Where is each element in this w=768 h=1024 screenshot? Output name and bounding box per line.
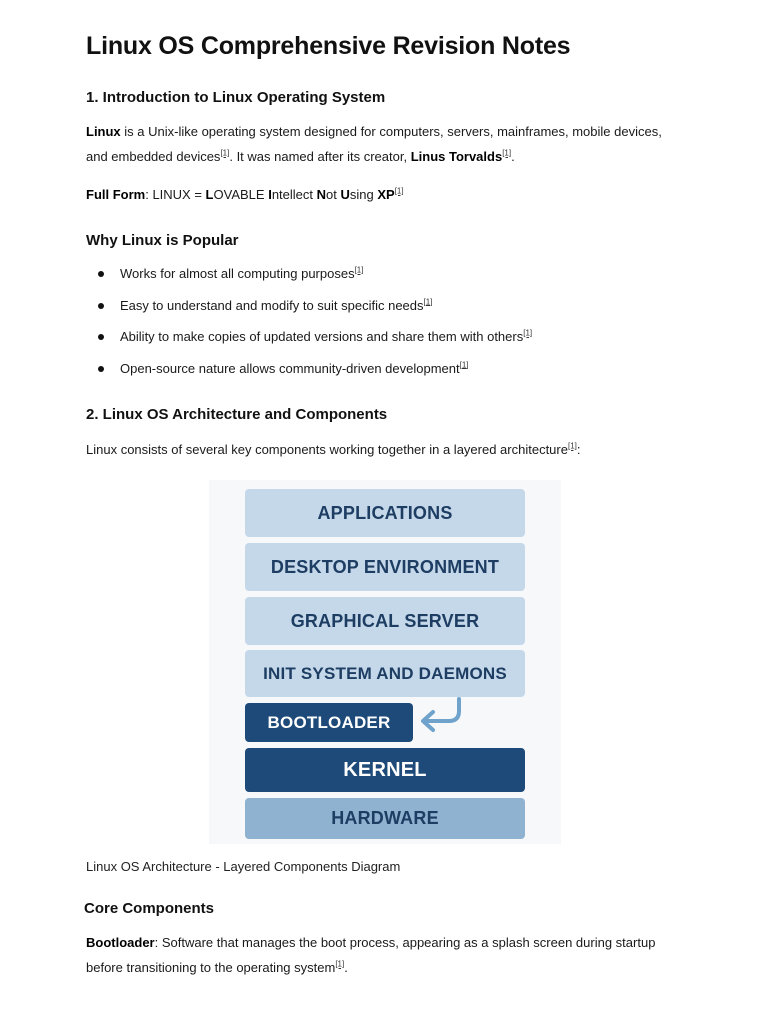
list-item-text: Ability to make copies of updated versions and share them with others	[120, 329, 524, 344]
layer-bootloader	[245, 703, 413, 742]
full-form-word: ntellect	[271, 187, 317, 202]
bootloader-paragraph	[86, 930, 686, 980]
core-components-heading: Core Components	[84, 900, 215, 917]
full-form-label: Full Form	[86, 187, 146, 202]
section-1-heading: 1. Introduction to Linux Operating System	[86, 89, 386, 106]
layer-hardware	[245, 798, 525, 839]
list-item	[86, 294, 686, 326]
layer-label: DESKTOP ENVIRONMENT	[270, 556, 500, 577]
linux-intro-paragraph	[86, 119, 686, 169]
layer-desktop-environment	[245, 543, 525, 591]
bootloader-text: : Software that manages the boot process, appearing as a splash screen during startup before transitioning to the operating system	[86, 935, 656, 975]
term-linux: Linux	[86, 124, 121, 139]
list-item	[86, 357, 686, 389]
full-form-paragraph	[86, 182, 686, 207]
section-2-heading: 2. Linux OS Architecture and Components	[86, 406, 388, 423]
creator-name: Linus Torvalds	[410, 149, 503, 164]
citation-link[interactable]: [1]	[423, 297, 433, 307]
diagram-caption: Linux OS Architecture - Layered Components Diagram	[86, 859, 401, 874]
citation-link[interactable]: [1]	[523, 328, 533, 338]
citation-link[interactable]: [1]	[220, 148, 230, 158]
list-item-text: Open-source nature allows community-driven development	[120, 360, 460, 376]
bullet-icon	[98, 303, 104, 309]
architecture-intro-text: Linux consists of several key components working together in a layered architecture	[86, 442, 568, 457]
layer-label: BOOTLOADER	[267, 712, 391, 732]
bootloader-end: .	[344, 960, 348, 975]
list-item-text: Easy to understand and modify to suit specific needs	[120, 297, 424, 313]
page-title: Linux OS Comprehensive Revision Notes	[86, 32, 571, 60]
full-form-word: ot	[326, 187, 341, 202]
popular-reasons-list	[86, 262, 686, 388]
full-form-word: sing	[349, 187, 378, 202]
layer-init-system	[245, 650, 525, 697]
citation-link[interactable]: [1]	[502, 148, 512, 158]
citation-link[interactable]: [1]	[335, 959, 345, 969]
full-form-word: OVABLE	[213, 187, 269, 202]
layer-graphical-server	[245, 597, 525, 645]
full-form-letter: U	[340, 187, 350, 202]
citation-link[interactable]: [1]	[354, 265, 364, 275]
full-form-prefix: : LINUX =	[145, 187, 206, 202]
layer-kernel	[245, 748, 525, 792]
why-popular-heading: Why Linux is Popular	[86, 232, 239, 249]
full-form-letter: I	[268, 187, 272, 202]
list-item	[86, 325, 686, 357]
list-item-text: Works for almost all computing purposes	[120, 266, 355, 281]
layer-label: KERNEL	[343, 758, 427, 781]
intro-text-1: is a Unix-like operating system designed for computers, servers, mainframes, mobile devices, and embedded devices	[86, 124, 662, 164]
architecture-intro-paragraph	[86, 437, 686, 462]
term-bootloader: Bootloader	[86, 935, 155, 950]
full-form-letter: N	[316, 187, 327, 202]
arrow-icon	[413, 697, 473, 737]
layer-label: GRAPHICAL SERVER	[290, 610, 480, 631]
citation-link[interactable]: [1]	[459, 360, 469, 370]
architecture-diagram	[209, 480, 561, 844]
list-item	[86, 262, 686, 294]
layer-label: HARDWARE	[331, 808, 439, 828]
intro-text-2: . It was named after its creator,	[229, 149, 411, 164]
layer-label: INIT SYSTEM AND DAEMONS	[263, 663, 507, 683]
layer-applications	[245, 489, 525, 537]
full-form-last: XP	[377, 187, 395, 202]
bullet-icon	[98, 366, 104, 372]
full-form-letter: L	[205, 187, 214, 202]
architecture-intro-end: :	[576, 442, 581, 457]
bullet-icon	[98, 271, 104, 277]
bullet-icon	[98, 334, 104, 340]
citation-link[interactable]: [1]	[394, 186, 404, 196]
citation-link[interactable]: [1]	[567, 441, 577, 451]
layer-label: APPLICATIONS	[317, 502, 453, 523]
intro-end: .	[511, 149, 515, 164]
